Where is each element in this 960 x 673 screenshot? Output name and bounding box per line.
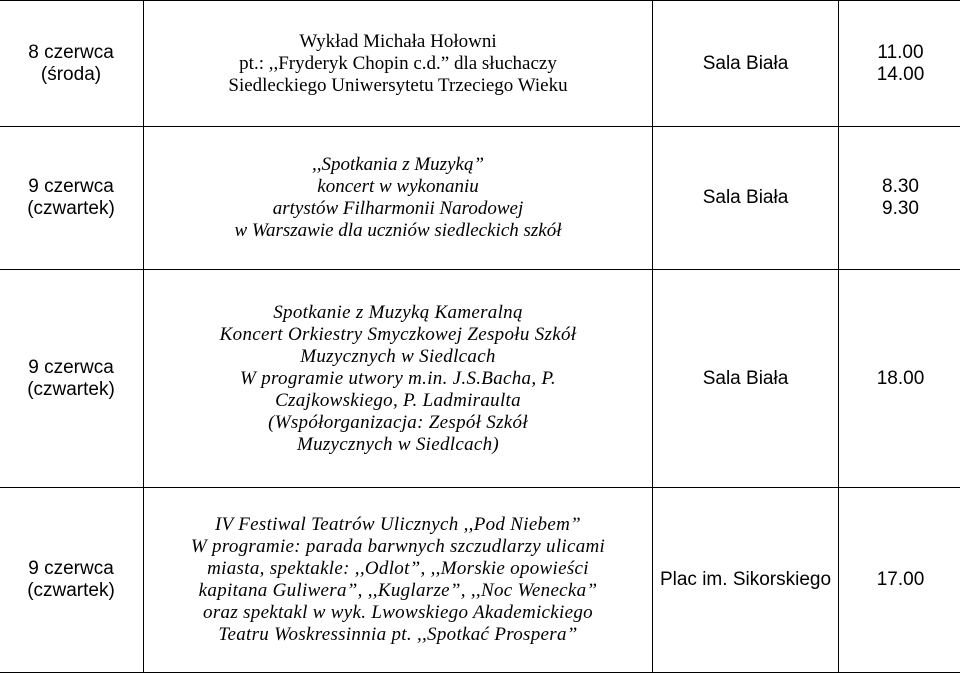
event-date: 9 czerwca (czwartek) bbox=[0, 127, 144, 270]
event-date: 8 czerwca (środa) bbox=[0, 1, 144, 127]
event-description: Spotkanie z Muzyką Kameralną Koncert Orkiestry Smyczkowej Zespołu Szkół Muzycznych w Siedlcach W programie utwory m.in. J.S.Bacha, P. Czajkowskiego, P. Ladmiraulta (Współorganizacja: Zespół Szkół Muzycznych w Siedlcach) bbox=[144, 270, 653, 488]
event-row bbox=[0, 127, 960, 270]
event-place: Plac im. Sikorskiego bbox=[653, 488, 839, 673]
event-place: Sala Biała bbox=[653, 1, 839, 127]
event-time: 18.00 bbox=[839, 270, 960, 488]
event-row bbox=[0, 1, 960, 127]
event-description: IV Festiwal Teatrów Ulicznych ,,Pod Niebem” W programie: parada barwnych szczudlarzy ulicami miasta, spektakle: ,,Odlot”, ,,Morskie opowieści kapitana Guliwera”, ,,Kuglarze”, ,,Noc Wenecka” oraz spektakl w wyk. Lwowskiego Akademickiego Teatru Woskressinnia pt. ,,Spotkać Prospera” bbox=[144, 488, 653, 673]
event-time: 11.00 14.00 bbox=[839, 1, 960, 127]
event-date: 9 czerwca (czwartek) bbox=[0, 270, 144, 488]
event-description: Wykład Michała Hołowni pt.: ,,Fryderyk Chopin c.d.” dla słuchaczy Siedleckiego Uniwersytetu Trzeciego Wieku bbox=[144, 1, 653, 127]
event-time: 8.30 9.30 bbox=[839, 127, 960, 270]
event-place: Sala Biała bbox=[653, 127, 839, 270]
event-row bbox=[0, 270, 960, 488]
event-date: 9 czerwca (czwartek) bbox=[0, 488, 144, 673]
event-row bbox=[0, 488, 960, 673]
event-description: ,,Spotkania z Muzyką” koncert w wykonaniu artystów Filharmonii Narodowej w Warszawie dla uczniów siedleckich szkół bbox=[144, 127, 653, 270]
event-place: Sala Biała bbox=[653, 270, 839, 488]
event-time: 17.00 bbox=[839, 488, 960, 673]
